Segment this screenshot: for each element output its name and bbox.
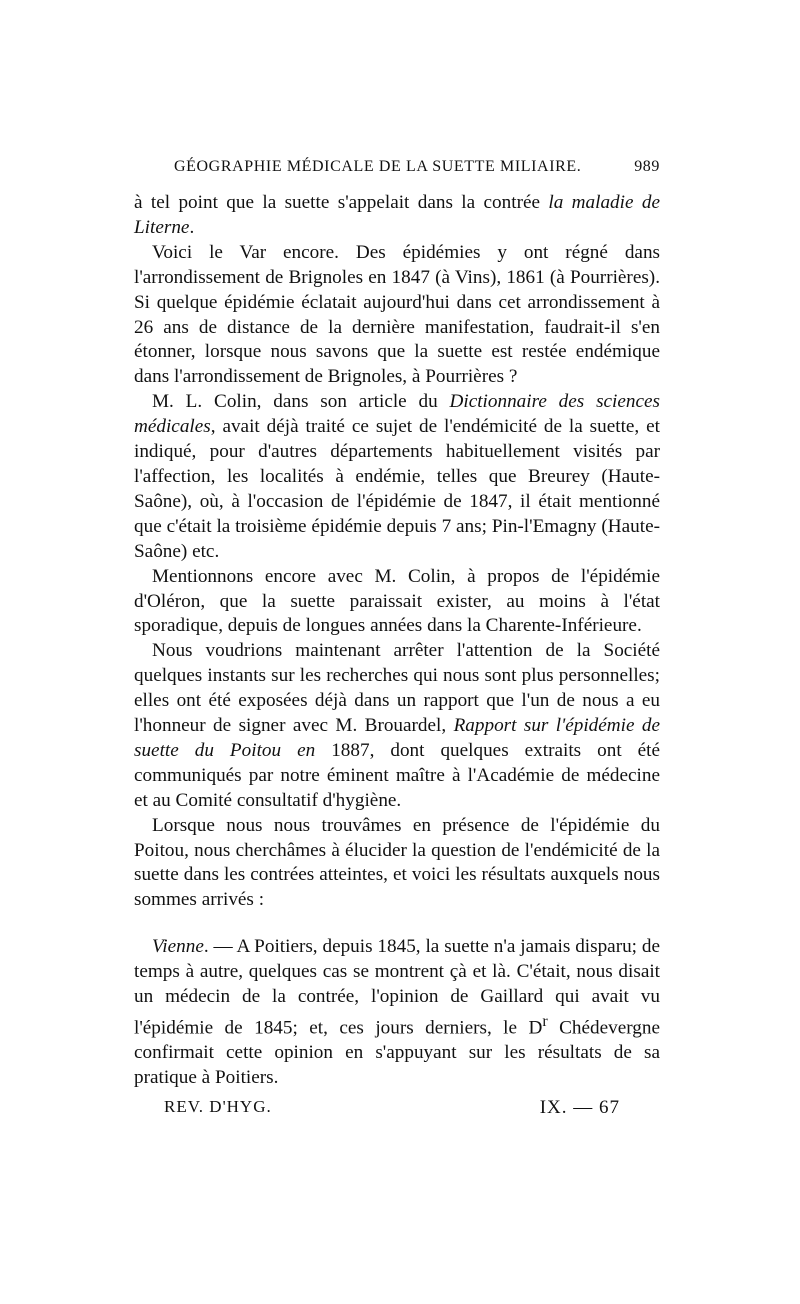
running-head: [174, 158, 660, 186]
text-run: 1887, dont quelques extraits ont été communiqués par notre éminent maître à l'Académie de médecine et au Comité consultatif d'hygiène.: [134, 739, 660, 811]
italic-text: Rapport sur l'épidémie de suette du Poitou en: [134, 715, 660, 761]
paragraph: [134, 241, 660, 390]
text-run: Nous voudrions maintenant arrêter l'attention de la Société quelques instants sur les recherches qui nous sont plus personnelles; elles ont été exposées déjà dans un rapport que l'un de nous a eu l'honneur de signer avec M. Brouardel,: [134, 640, 660, 737]
italic-text: Vienne: [152, 936, 204, 958]
italic-text: la maladie de Literne: [134, 192, 660, 238]
footer: [134, 1097, 660, 1119]
text-run: . — A Poitiers, depuis 1845, la suette n'a jamais disparu; de temps à autre, quelques cas se montrent çà et là. C'était, nous disait un médecin de la contrée, l'opinion de Gaillard qui avait vu l'épidémie de 1845; et, ces jours derniers, le D: [134, 936, 660, 1039]
paragraph: [134, 814, 660, 914]
italic-text: Dictionnaire des sciences médicales: [134, 391, 661, 438]
text-run: Lorsque nous nous trouvâmes en présence de l'épidémie du Poitou, nous cherchâmes à élucider la question de l'endémicité de la suette dans les contrées atteintes, et voici les résultats auxquels nous sommes arrivés :: [134, 814, 660, 911]
superscript-text: r: [542, 1013, 548, 1030]
page-number: 989: [634, 158, 660, 175]
text-run: Voici le Var encore. Des épidémies y ont régné dans l'arrondissement de Brignoles en 1847 (à Vins), 1861 (à Pourrières). Si quelque épidémie éclatait aujourd'hui dans cet arrondissement à 26 ans de distance de la dernière manifestation, faudrait-il s'en étonner, lorsque nous savons que la suette est restée endémique dans l'arrondissement de Brignoles, à Pourrières ?: [134, 241, 660, 388]
paragraph: [134, 390, 660, 564]
text-run: Chédevergne confirmait cette opinion en s'appuyant sur les résultats de sa pratique à Poitiers.: [134, 1017, 660, 1089]
page: [134, 158, 660, 1119]
paragraph: [134, 191, 660, 241]
signature-mark: REV. D'HYG.: [164, 1097, 272, 1117]
paragraph: [134, 565, 660, 640]
text-run: .: [189, 216, 195, 238]
body-text: [134, 191, 660, 1091]
text-run: , avait déjà traité ce sujet de l'endémicité de la suette, et indiqué, pour d'autres départements habituellement visités par l'affection, les localités à endémie, telles que Breurey (Haute-Saône), où, à l'occasion de l'épidémie de 1847, il était mentionné que c'était la troisième épidémie depuis 7 ans; Pin-l'Emagny (Haute-Saône) etc.: [134, 416, 660, 562]
text-run: Mentionnons encore avec M. Colin, à propos de l'épidémie d'Oléron, que la suette paraissait exister, au moins à l'état sporadique, depuis de longues années dans la Charente-Inférieure.: [134, 565, 660, 637]
running-head-title: GÉOGRAPHIE MÉDICALE DE LA SUETTE MILIAIRE.: [174, 158, 582, 175]
paragraph: [134, 935, 660, 1091]
text-run: M. L. Colin, dans son article du: [152, 391, 450, 413]
volume-page-mark: IX. — 67: [539, 1097, 620, 1119]
paragraph: [134, 639, 660, 813]
text-run: à tel point que la suette s'appelait dans la contrée: [134, 192, 549, 213]
